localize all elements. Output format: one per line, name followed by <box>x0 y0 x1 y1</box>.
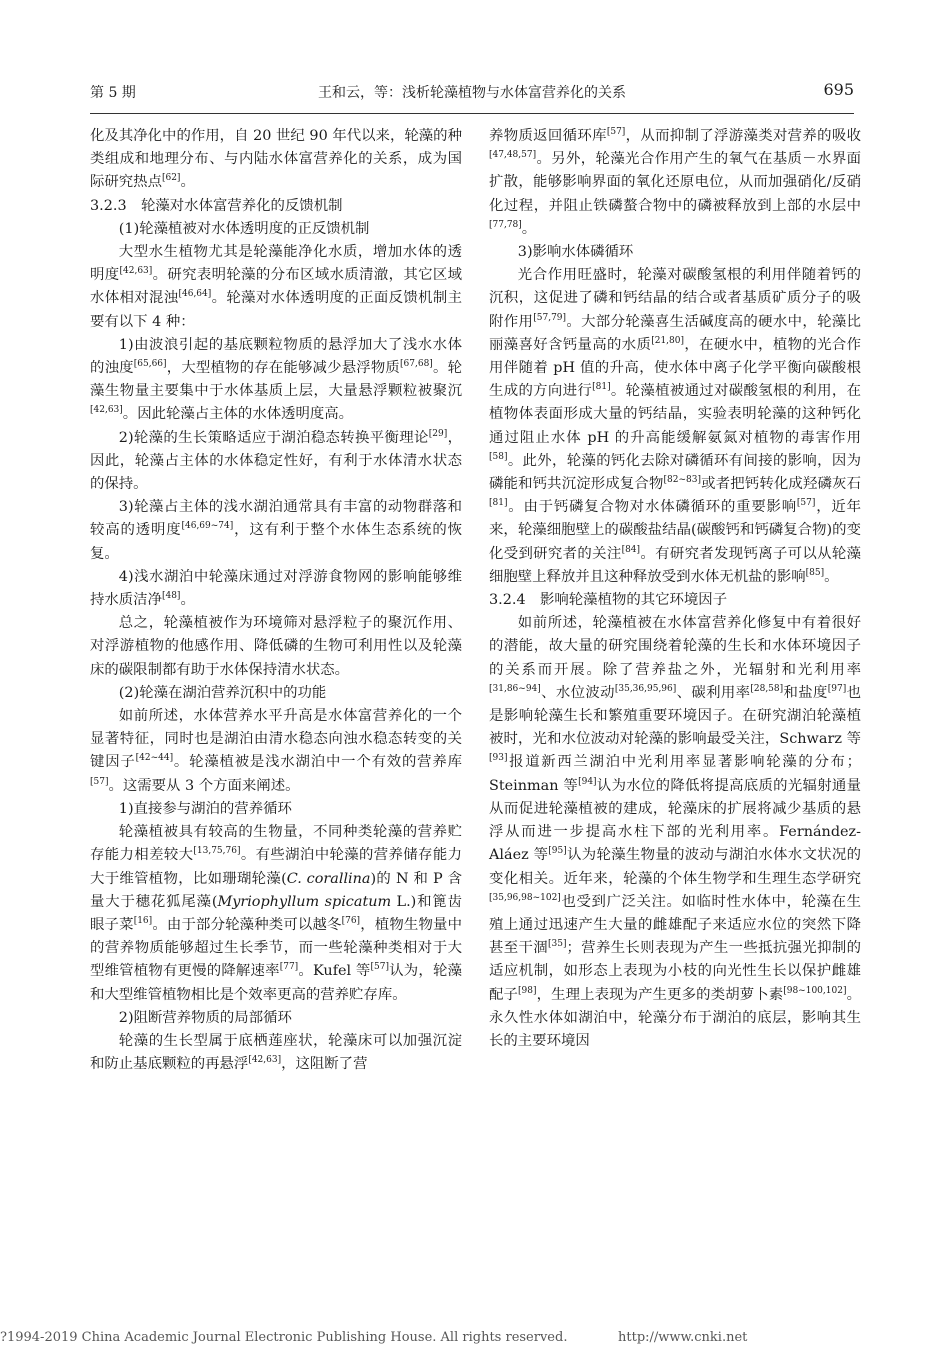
left-column <box>90 125 462 1076</box>
issue-label: 第 5 期 <box>90 85 136 101</box>
header-rule <box>90 113 854 114</box>
citation: [77] <box>279 962 299 973</box>
list-item: 3)轮藻占主体的浅水湖泊通常具有丰富的动物群落和较高的透明度[46,69~74]，这有利于整个水体生态系统的恢复。 <box>90 499 462 562</box>
list-item: 4)浅水湖泊中轮藻床通过对浮游食物网的影响能够维持水质洁净[48]。 <box>90 568 462 609</box>
citation: [98~100,102] <box>783 985 847 996</box>
citation: [21,80] <box>651 335 685 346</box>
citation: [82~83] <box>663 475 701 486</box>
paragraph: 光合作用旺盛时，轮藻对碳酸氢根的利用伴随着钙的沉积，这促进了磷和钙结晶的结合或者基质矿质分子的吸附作用[57,79]。大部分轮藻喜生活碱度高的硬水中，轮藻比丽藻喜好含钙量高的水质[21,80]，在硬水中，植物的光合作用伴随着 pH 值的升高，使水体中离子化学平衡向碳酸根生成的方向进行[81]。轮藻植被通过对碳酸氢根的利用，在植物体表面形成大量的钙结晶，实验表明轮藻的这种钙化通过阻止水体 pH 的升高能缓解氨氮对植物的毒害作用[58]。此外，轮藻的钙化去除对磷循环有间接的影响，因为磷能和钙共沉淀形成复合物[82~83]或者把钙转化成羟磷灰石[81]。由于钙磷复合物对水体磷循环的重要影响[57]，近年来，轮藻细胞壁上的碳酸盐结晶(碳酸钙和钙磷复合物)的变化受到研究者的关注[84]。有研究者发现钙离子可以从轮藻细胞壁上释放并且这种释放受到水体无机盐的影响[85]。 <box>489 267 861 585</box>
text: 。 <box>180 174 195 191</box>
citation: [95] <box>548 846 567 857</box>
citation: [57] <box>370 962 390 973</box>
paragraph: 如前所述，轮藻植被在水体富营养化修复中有着很好的潜能，故大量的研究围绕着轮藻的生长和水体环境因子的关系而开展。除了营养盐之外，光辐射和光利用率[31,86~94]、水位波动[35,36,95,96]、碳利用率[28,58]和盐度[97]也是影响轮藻生长和繁殖重要环境因子。在研究湖泊轮藻植被时，光和水位波动对轮藻的影响最受关注，Schwarz 等[93]报道新西兰湖泊中光利用率显著影响轮藻的分布；Steinman 等[94]认为水位的降低将提高底质的光辐射通量从而促进轮藻植被的建成，轮藻床的扩展将减少基质的悬浮从而进一步提高水柱下部的光利用率。Fernández-Aláez 等[95]认为轮藻生物量的波动与湖泊水体水文状况的变化相关。近年来，轮藻的个体生物学和生理生态学研究[35,96,98~102]也受到广泛关注。如临时性水体中，轮藻在生殖上通过迅速产生大量的雌雄配子来适应水位的突然下降甚至干涸[35]；营养生长则表现为产生一些抵抗强光抑制的适应机制，如形态上表现为小枝的向光性生长以保护雌雄配子[98]，生理上表现为产生更多的类胡萝卜素[98~100,102]。永久性水体如湖泊中，轮藻分布于湖泊的底层，影响其生长的主要环境因 <box>489 615 861 1049</box>
citation: [77,78] <box>489 219 522 230</box>
citation: [65,66] <box>133 359 167 370</box>
running-title: 王和云，等：浅析轮藻植物与水体富营养化的关系 <box>318 85 626 101</box>
running-header <box>90 82 854 106</box>
citation: [16] <box>133 915 153 926</box>
section-heading-3-2-4: 3.2.4 影响轮藻植物的其它环境因子 <box>489 592 728 609</box>
citation: [57] <box>606 127 626 137</box>
citation: [35,36,95,96] <box>614 683 677 694</box>
citation: [85] <box>805 567 825 578</box>
citation: [47,48,57] <box>489 150 537 161</box>
citation: [57,79] <box>533 312 567 323</box>
citation: [57] <box>796 498 816 509</box>
list-item: 2)轮藻的生长策略适应于湖泊稳态转换平衡理论[29]，因此，轮藻占主体的水体稳定性好，有利于水体清水状态的保持。 <box>90 428 462 493</box>
citation: [81] <box>592 382 611 393</box>
paragraph <box>90 125 462 195</box>
subheading: 1)直接参与湖泊的营养循环 <box>118 800 292 817</box>
citation: [13,75,76] <box>193 846 241 857</box>
citation: [42~44] <box>135 753 174 764</box>
subheading: 2)阻断营养物质的局部循环 <box>118 1009 292 1026</box>
citation: [46,64] <box>178 289 212 300</box>
citation: [35,96,98~102] <box>489 892 561 903</box>
citation: [58] <box>489 451 508 462</box>
citation: [57] <box>90 776 109 787</box>
citation: [81] <box>489 498 508 509</box>
paragraph: 轮藻植被具有较高的生物量，不同种类轮藻的营养贮存能力相差较大[13,75,76]。有些湖泊中轮藻的营养储存能力大于维管植物，比如珊瑚轮藻(C. corallina)的 N 和 P 含量大于穗花狐尾藻(Myriophyllum spicatum L.)和篦齿眼子菜[16]。由于部分轮藻种类可以越冬[76]，植物生物量中的营养物质能够超过生长季节，而一些轮藻种类相对于大型维管植物有更慢的降解速率[77]。Kufel 等[57]认为，轮藻和大型维管植物相比是个效率更高的营养贮存库。 <box>90 824 463 1003</box>
text: 化及其净化中的作用，自 20 世纪 90 年代以来，轮藻的种类组成和地理分布、与内陆水体富营养化的关系，成为国际研究热点 <box>90 128 462 191</box>
citation: [28,58] <box>750 683 784 694</box>
citation: [42,63] <box>119 266 153 277</box>
list-item: 1)由波浪引起的基底颗粒物质的悬浮加大了浅水水体的浊度[65,66]，大型植物的存在能够减少悬浮物质[67,68]。轮藻生物量主要集中于水体基质上层，大量悬浮颗粒被聚沉[42,63]。因此轮藻占主体的水体透明度高。 <box>90 336 462 423</box>
paragraph: 如前所述，水体营养水平升高是水体富营养化的一个显著特征，同时也是湖泊由清水稳态向浊水稳态转变的关键因子[42~44]。轮藻植被是浅水湖泊中一个有效的营养库[57]。这需要从 3 个方面来阐述。 <box>90 708 462 794</box>
species-name: Myriophyllum spicatum <box>217 893 392 910</box>
citation: [67,68] <box>400 359 433 370</box>
citation: [31,86~94] <box>489 683 541 694</box>
citation: [97] <box>827 683 847 694</box>
paragraph: 养物质返回循环库[57]，从而抑制了浮游藻类对营养的吸收[47,48,57]。另外，轮藻光合作用产生的氧气在基质－水界面扩散，能够影响界面的氧化还原电位，从而加强硝化/反硝化过程，并阻止铁磷螯合物中的磷被释放到上部的水层中[77,78]。 <box>489 127 861 237</box>
citation: [48] <box>161 591 181 602</box>
subheading: (1)轮藻植被对水体透明度的正反馈机制 <box>118 220 370 237</box>
paragraph: 大型水生植物尤其是轮藻能净化水质，增加水体的透明度[42,63]。研究表明轮藻的分布区域水质清澈，其它区域水体相对混浊[46,64]。轮藻对水体透明度的正面反馈机制主要有以下 4 种： <box>90 244 462 330</box>
citation: [84] <box>621 544 641 555</box>
paragraph: 总之，轮藻植被作为环境筛对悬浮粒子的聚沉作用、对浮游植物的他感作用、降低磷的生物可利用性以及轮藻床的碳限制都有助于水体保持清水状态。 <box>90 615 462 678</box>
citation: [29] <box>428 428 448 439</box>
citation: [35] <box>547 939 567 950</box>
citation: [46,69~74] <box>181 521 234 532</box>
citation: [62] <box>161 173 181 184</box>
citation: [42,63] <box>248 1055 282 1066</box>
species-name: C. corallina <box>286 870 371 887</box>
paragraph: 轮藻的生长型属于底栖莲座状，轮藻床可以加强沉淀和防止基底颗粒的再悬浮[42,63]，这阻断了营 <box>90 1032 462 1073</box>
copyright-notice: ?1994-2019 China Academic Journal Electronic Publishing House. All rights reserved. <box>0 1330 568 1345</box>
cnki-url: http://www.cnki.net <box>618 1330 748 1345</box>
subheading: (2)轮藻在湖泊营养沉积中的功能 <box>118 684 327 701</box>
section-heading-3-2-3: 3.2.3 轮藻对水体富营养化的反馈机制 <box>90 197 343 214</box>
right-column <box>489 125 861 1053</box>
citation: [94] <box>578 776 597 787</box>
citation: [42,63] <box>90 405 123 416</box>
subheading: 3)影响水体磷循环 <box>517 244 634 261</box>
citation: [98] <box>518 985 537 996</box>
citation: [76] <box>341 915 361 926</box>
page-number: 695 <box>823 80 854 99</box>
citation: [93] <box>489 753 508 764</box>
